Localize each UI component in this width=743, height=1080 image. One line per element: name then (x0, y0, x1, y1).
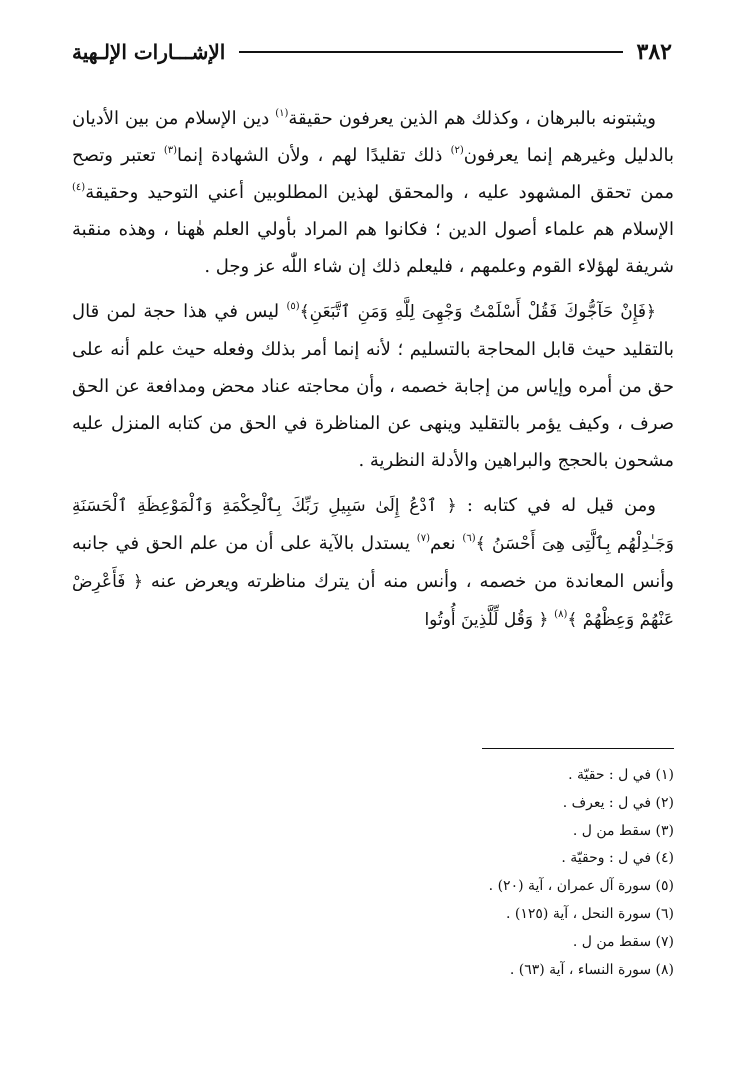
quran-verse-3: فَأَعْرِضْ عَنْهُمْ وَعِظْهُمْ (72, 572, 674, 630)
footnote-3: (٣) سقط من ل . (572, 822, 674, 839)
footnote-5: (٥) سورة آل عمران ، آية (٢٠) . (488, 878, 674, 895)
footnote-ref-4[interactable]: (٤) (72, 182, 86, 193)
paragraph-2-text: ليس في هذا حجة لمن قال بالتقليد حيث قابل المحاجة بالتسليم ؛ لأنه إنما أمر بذلك وفعله حيث علم أنه على حق من أمره وإياس من إجابة خصمه ، وأن محاجته عناد محض ومدافعة عن الحق صرف ، وكيف يؤمر بالتقليد وينهى عن المناظرة في الحق من كتابه المنزل عليه مشحون بالحجج والبراهين والأدلة النظرية . (72, 301, 674, 471)
footnote-ref-2[interactable]: (٢) (450, 145, 464, 156)
footnote-ref-6[interactable]: (٦) (462, 533, 476, 544)
header-rule (239, 51, 622, 53)
paragraph-1-text-c: ذلك تقليدًا لهم ، ولأن الشهادة إنما (177, 145, 451, 166)
verse-open-bracket: ﴿ (538, 610, 549, 630)
footnote-8: (٨) سورة النساء ، آية (٦٣) . (509, 961, 674, 978)
page-header (72, 36, 672, 68)
paragraph-1-text-b: دين الإسلام من بين الأديان بالدليل وغيرهم إنما يعرفون (72, 108, 674, 166)
quran-verse-2: ٱدْعُ إِلَىٰ سَبِيلِ رَبِّكَ بِٱلْحِكْمَةِ وَٱلْمَوْعِظَةِ ٱلْحَسَنَةِ وَجَـٰدِلْهُم بِٱلَّتِى هِىَ أَحْسَنُ (72, 496, 674, 554)
footnote-ref-3[interactable]: (٣) (163, 145, 178, 156)
verse-open-bracket: ﴿ (646, 302, 656, 322)
footnote-ref-8[interactable]: (٨) (554, 609, 568, 620)
footnote-7: (٧) سقط من ل . (572, 933, 674, 950)
verse-close-bracket: ﴾ (475, 534, 486, 554)
footnote-6: (٦) سورة النحل ، آية (١٢٥) . (505, 905, 674, 922)
verse-close-bracket: ﴾ (299, 302, 310, 322)
paragraph-3 (72, 487, 674, 639)
verse-open-bracket: ﴿ (133, 572, 143, 592)
paragraph-3-text-b: نعم (429, 533, 463, 554)
paragraph-3-text-a: ومن قيل له في كتابه : (456, 495, 656, 516)
footnote-separator (482, 748, 674, 749)
quran-verse-1: فَإِنْ حَآجُّوكَ فَقُلْ أَسْلَمْتُ وَجْهِىَ لِلَّهِ وَمَنِ ٱتَّبَعَنِ (309, 302, 647, 322)
paragraph-1-text-a: ويثبتونه بالبرهان ، وكذلك هم الذين يعرفون حقيقة (288, 108, 656, 129)
page-number: ٣٨٢ (636, 39, 672, 65)
footnotes-list (72, 762, 674, 984)
verse-close-bracket: ﴾ (567, 610, 578, 630)
footnote-1: (١) في ل : حقيّة . (568, 767, 674, 783)
paragraph-1 (72, 100, 674, 285)
footnote-2: (٢) في ل : يعرف . (562, 794, 674, 811)
footnote-ref-1[interactable]: (١) (275, 108, 289, 119)
paragraph-2 (72, 293, 674, 479)
verse-open-bracket: ﴿ (446, 496, 457, 516)
running-title: الإشـــارات الإلـهية (72, 40, 226, 64)
paragraph-1-text-e: الإسلام هم علماء أصول الدين ؛ فكانوا هم المراد بأولي العلم هٰهنا ، وهذه منقبة شريفة لهؤلاء القوم وعلمهم ، فليعلم ذلك إن شاء اللّٰه عز وجل . (72, 219, 674, 277)
main-text (72, 100, 674, 639)
paragraph-3-text-c: يستدل بالآية على أن من علم الحق في جانبه وأنس المعاندة من خصمه ، وأنس منه أن يترك مناظرته ويعرض عنه (72, 533, 674, 592)
footnote-4: (٤) في ل : وحقيّة . (561, 850, 674, 867)
footnote-ref-5[interactable]: (٥) (286, 301, 300, 312)
quran-verse-4: وَقُل لِّلَّذِينَ أُوتُوا (424, 610, 539, 630)
footnote-ref-7[interactable]: (٧) (416, 533, 430, 544)
paragraph-1-text-d: تعتبر وتصح ممن تحقق المشهود عليه ، والمحقق لهذين المطلوبين أعني التوحيد وحقيقة (72, 145, 674, 203)
